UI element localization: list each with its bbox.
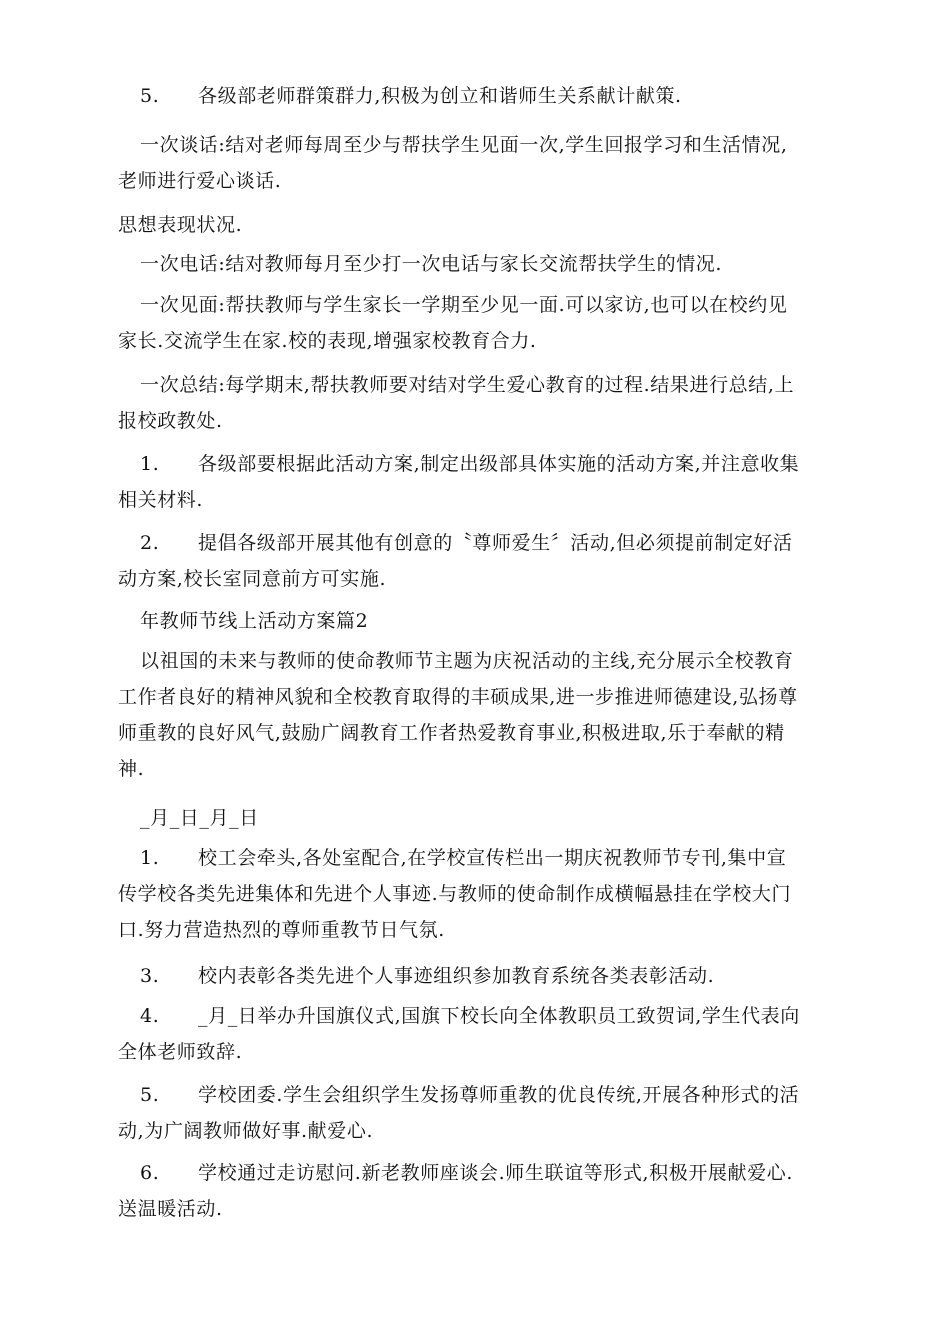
paragraph-line: 一次电话:结对教师每月至少打一次电话与家长交流帮扶学生的情况. xyxy=(140,253,723,275)
paragraph-line: 动,为广阔教师做好事.献爱心. xyxy=(118,1120,374,1142)
section-heading xyxy=(118,603,838,639)
paragraph-item-5 xyxy=(118,78,838,114)
paragraph-item-3 xyxy=(118,958,838,994)
paragraph-item-1 xyxy=(118,446,838,518)
item-number: 5. xyxy=(140,1084,160,1106)
paragraph-line: 相关材料. xyxy=(118,489,204,511)
paragraph-line: 口.努力营造热烈的尊师重教节日气氛. xyxy=(118,919,445,941)
paragraph-item-6 xyxy=(118,1155,838,1227)
paragraph-line: _月_日_月_日 xyxy=(140,807,259,829)
paragraph-one-summary xyxy=(118,367,838,439)
paragraph-line: 各级部老师群策群力,积极为创立和谐师生关系献计献策. xyxy=(198,85,682,107)
paragraph-theme xyxy=(118,643,838,787)
paragraph-line: 送温暖活动. xyxy=(118,1198,223,1220)
paragraph-line: 动方案,校长室同意前方可实施. xyxy=(118,568,387,590)
paragraph-line: 学校团委.学生会组织学生发扬尊师重教的优良传统,开展各种形式的活 xyxy=(198,1084,800,1106)
paragraph-item-2 xyxy=(118,525,838,597)
item-number: 5. xyxy=(140,85,160,107)
paragraph-one-talk xyxy=(118,127,838,199)
paragraph-line: 以祖国的未来与教师的使命教师节主题为庆祝活动的主线,充分展示全校教育 xyxy=(140,650,794,672)
paragraph-line: 校工会牵头,各处室配合,在学校宣传栏出一期庆祝教师节专刊,集中宣 xyxy=(198,847,787,869)
item-number: 4. xyxy=(140,1005,160,1027)
heading-line: 年教师节线上活动方案篇2 xyxy=(140,610,369,632)
paragraph-line: 一次总结:每学期末,帮扶教师要对结对学生爱心教育的过程.结果进行总结,上 xyxy=(140,374,795,396)
paragraph-line: 全体老师致辞. xyxy=(118,1041,243,1063)
item-number: 3. xyxy=(140,965,160,987)
paragraph-line: 一次见面:帮扶教师与学生家长一学期至少见一面.可以家访,也可以在校约见 xyxy=(140,294,788,316)
paragraph-line: 家长.交流学生在家.校的表现,增强家校教育合力. xyxy=(118,330,537,352)
paragraph-line: 传学校各类先进集体和先进个人事迹.与教师的使命制作成横幅悬挂在学校大门 xyxy=(118,883,792,905)
paragraph-line: 校内表彰各类先进个人事迹组织参加教育系统各类表彰活动. xyxy=(198,965,715,987)
paragraph-line: 思想表现状况. xyxy=(118,214,243,236)
paragraph-item-1b xyxy=(118,840,838,948)
paragraph-line: 神. xyxy=(118,758,145,780)
paragraph-thought-status xyxy=(118,207,838,243)
paragraph-one-meeting xyxy=(118,287,838,359)
paragraph-line: 各级部要根据此活动方案,制定出级部具体实施的活动方案,并注意收集 xyxy=(198,453,800,475)
paragraph-line: 学校通过走访慰问.新老教师座谈会.师生联谊等形式,积极开展献爱心. xyxy=(198,1162,793,1184)
item-number: 1. xyxy=(140,453,160,475)
paragraph-line: 报校政教处. xyxy=(118,410,223,432)
paragraph-item-5b xyxy=(118,1077,838,1149)
paragraph-line: 师重教的良好风气,鼓励广阔教育工作者热爱教育事业,积极进取,乐于奉献的精 xyxy=(118,722,785,744)
item-number: 6. xyxy=(140,1162,160,1184)
paragraph-one-call xyxy=(118,246,838,282)
paragraph-line: 一次谈话:结对老师每周至少与帮扶学生见面一次,学生回报学习和生活情况, xyxy=(140,134,788,156)
paragraph-line: 提倡各级部开展其他有创意的〝尊师爱生〞活动,但必须提前制定好活 xyxy=(198,532,793,554)
item-number: 2. xyxy=(140,532,160,554)
paragraph-line: _月_日举办升国旗仪式,国旗下校长向全体教职员工致贺词,学生代表向 xyxy=(198,1005,800,1027)
paragraph-line: 工作者良好的精神风貌和全校教育取得的丰硕成果,进一步推进师德建设,弘扬尊 xyxy=(118,686,798,708)
paragraph-date xyxy=(118,800,838,836)
item-number: 1. xyxy=(140,847,160,869)
paragraph-line: 老师进行爱心谈话. xyxy=(118,170,282,192)
paragraph-item-4 xyxy=(118,998,838,1070)
